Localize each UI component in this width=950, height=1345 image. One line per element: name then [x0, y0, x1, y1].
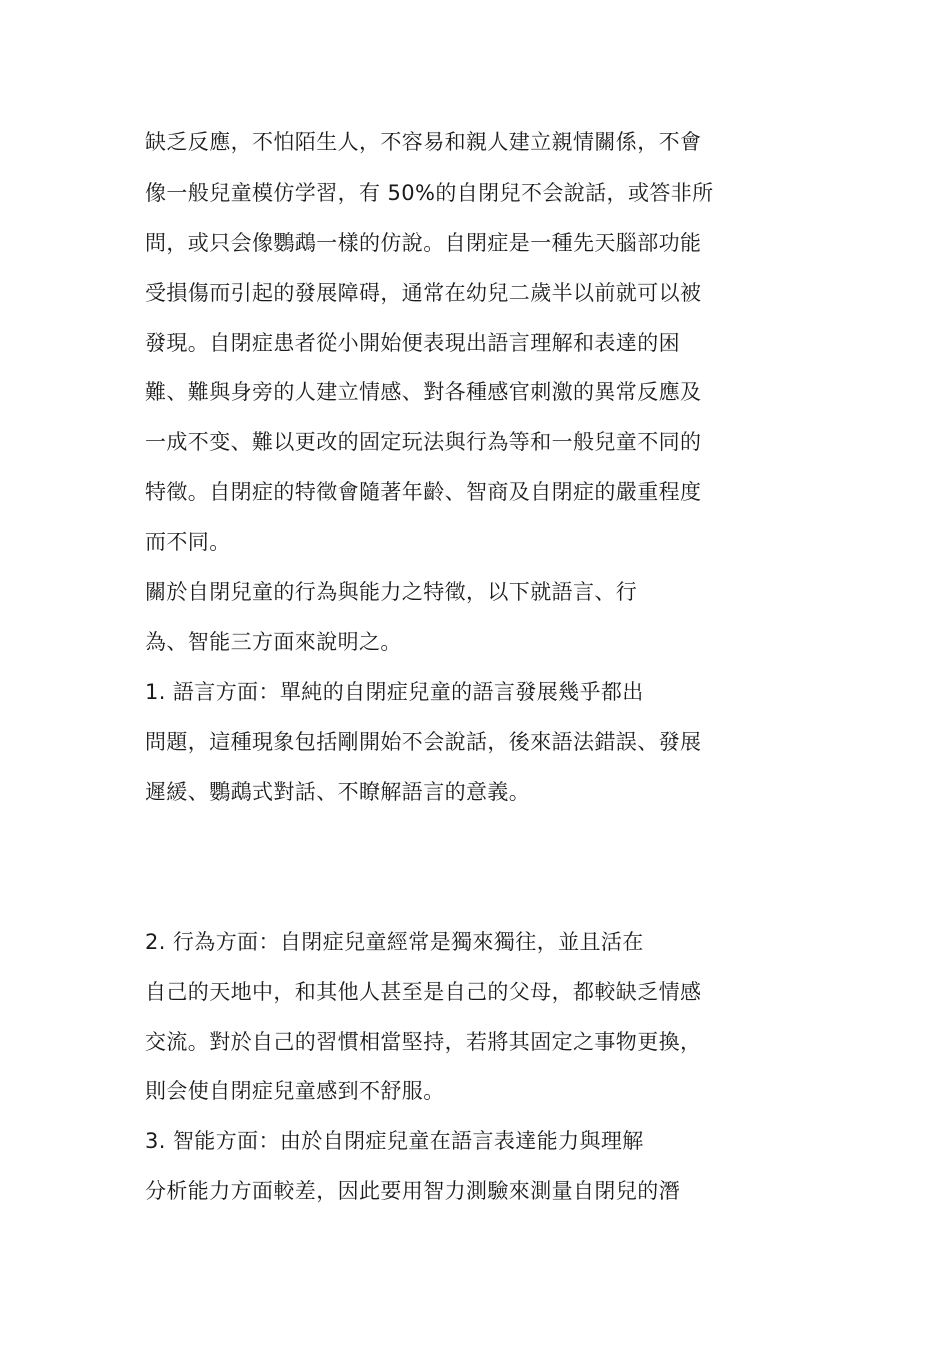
text-line: 像一般兒童模仿学習，有 50%的自閉兒不会說話，或答非所: [145, 181, 714, 205]
text-line: 分析能力方面較差，因此要用智力測驗來測量自閉兒的潛: [145, 1179, 680, 1203]
text-line: 遲緩、鸚鵡式對話、不瞭解語言的意義。: [145, 780, 531, 804]
text-line: 3. 智能方面：由於自閉症兒童在語言表達能力與理解: [145, 1129, 644, 1153]
text-line: 關於自閉兒童的行為與能力之特徵，以下就語言、行: [145, 580, 638, 604]
text-line: 2. 行為方面：自閉症兒童經常是獨來獨往，並且活在: [145, 930, 644, 954]
text-line: 特徵。自閉症的特徵會隨著年齡、智商及自閉症的嚴重程度: [145, 480, 702, 504]
text-line: 交流。對於自己的習慣相當堅持，若將其固定之事物更換，: [145, 1030, 702, 1054]
text-line: 則会使自閉症兒童感到不舒服。: [145, 1079, 445, 1103]
text-line: 而不同。: [145, 530, 231, 554]
text-line: 1. 語言方面：單純的自閉症兒童的語言發展幾乎都出: [145, 680, 644, 704]
text-line: 缺乏反應，不怕陌生人，不容易和親人建立親情關係，不會: [145, 130, 702, 154]
text-line: 自己的天地中，和其他人甚至是自己的父母，都較缺乏情感: [145, 980, 702, 1004]
text-line: 問，或只会像鸚鵡一樣的仿說。自閉症是一種先天腦部功能: [145, 231, 702, 255]
text-line: 問題，這種現象包括剛開始不会說話，後來語法錯誤、發展: [145, 730, 702, 754]
text-line: 受損傷而引起的發展障碍，通常在幼兒二歲半以前就可以被: [145, 281, 702, 305]
text-line: 難、難與身旁的人建立情感、對各種感官刺激的異常反應及: [145, 380, 702, 404]
text-line: 一成不变、難以更改的固定玩法與行為等和一般兒童不同的: [145, 430, 702, 454]
text-line: 發現。自閉症患者從小開始便表現出語言理解和表達的困: [145, 331, 680, 355]
text-line: 為、智能三方面來說明之。: [145, 630, 402, 654]
